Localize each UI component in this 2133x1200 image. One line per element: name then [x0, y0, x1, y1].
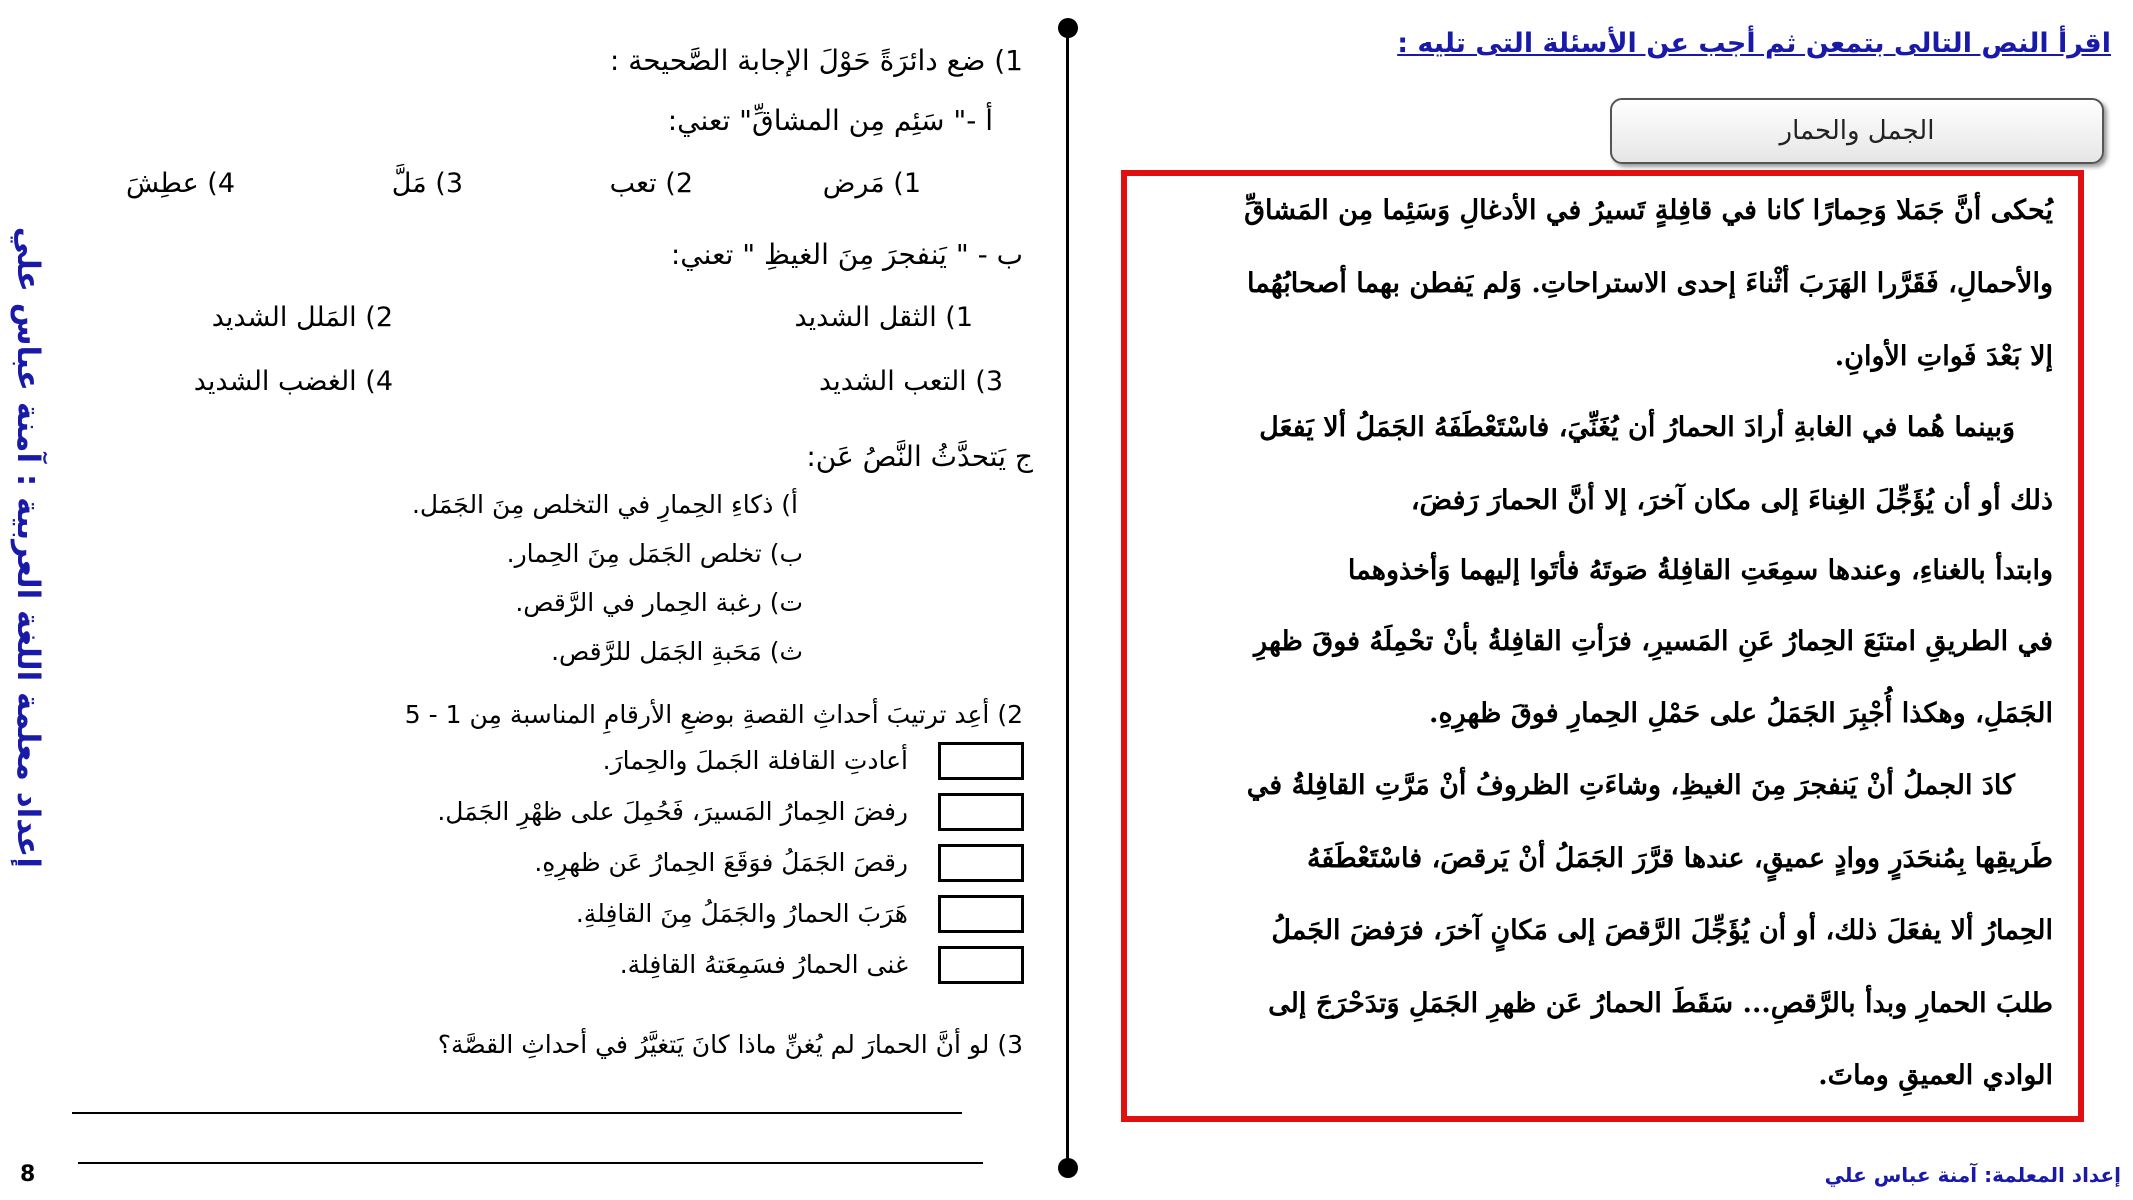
teacher-credit-footer: إعداد المعلمة: آمنة عباس علي	[1824, 1163, 2121, 1187]
story-line: الجَمَلِ، وهكذا أُجْبِرَ الجَمَلُ على حَمْلِ الحِمارِ فوقَ ظهرِهِ.	[1429, 698, 2053, 729]
q1b-option-3[interactable]: 3) التعب الشديد	[819, 366, 1003, 397]
order-answer-box[interactable]	[938, 742, 1024, 780]
story-line: طلبَ الحمارِ وبدأ بالرَّقصِ... سَقَطَ الحمارُ عَن ظهرِ الجَمَلِ وَتدَحْرَجَ إلى	[1268, 988, 2053, 1019]
instruction-heading: اقرأ النص التالى بتمعن ثم أجب عن الأسئلة التى تليه :	[1397, 28, 2111, 59]
question-3-title: 3) لو أنَّ الحمارَ لم يُغنِّ ماذا كانَ يَتغيَّرُ في أحداثِ القصَّة؟	[437, 1030, 1023, 1059]
story-line: كادَ الجملُ أنْ يَنفجرَ مِنَ الغيظِ، وشاءَتِ الظروفُ أنْ مَرَّتِ القافِلةُ في	[1246, 770, 2015, 801]
side-teacher-credit: إعداد معلمة اللغة العربية : آمنة عباس علي	[10, 226, 46, 868]
story-line: الحِمارُ ألا يفعَلَ ذلك، أو أن يُؤَجِّلَ الرَّقصَ إلى مَكانٍ آخرَ، فرَفضَ الجَملُ	[1271, 915, 2053, 946]
story-line: إلا بَعْدَ فَواتِ الأوانِ.	[1834, 341, 2053, 372]
order-item: غنى الحمارُ فسَمِعَتهُ القافِلة.	[619, 950, 908, 979]
q1b-option-1[interactable]: 1) الثقل الشديد	[794, 302, 973, 333]
question-1a-stem: أ -" سَئِم مِن المشاقِّ" تعني:	[667, 104, 993, 137]
question-2-title: 2) أعِد ترتيبَ أحداثِ القصةِ بوضعِ الأرقامِ المناسبة مِن 1 - 5	[404, 700, 1023, 729]
q1a-option-4[interactable]: 4) عطِشَ	[126, 168, 235, 199]
page-number: 8	[20, 1162, 36, 1187]
story-title: الجمل والحمار	[1779, 116, 1935, 146]
story-title-box	[1610, 98, 2104, 164]
page-divider	[1066, 26, 1069, 1176]
story-line: يُحكى أنَّ جَمَلا وَحِمارًا كانا في قافِلةٍ تَسيرُ في الأدغالِ وَسَئِما مِن المَشاقِّ	[1244, 195, 2053, 226]
story-line: وابتدأ بالغناءِ، وعندها سمِعَتِ القافِلةُ صَوتَهُ فأتَوا إليهما وَأخذوهما	[1347, 555, 2053, 586]
q1c-option-d[interactable]: ث) مَحَبةِ الجَمَل للرَّقص.	[551, 637, 803, 666]
q1c-option-c[interactable]: ت) رغبة الحِمار في الرَّقص.	[515, 588, 803, 617]
question-1c-stem: ج يَتحدَّثُ النَّصُ عَن:	[806, 440, 1033, 473]
q1b-option-4[interactable]: 4) الغضب الشديد	[193, 366, 393, 397]
story-line: في الطريقِ امتنَعَ الحِمارُ عَنِ المَسيرِ، فرَأتِ القافِلةُ بأنْ تحْمِلَهُ فوقَ ظهرِ	[1254, 626, 2053, 657]
answer-line[interactable]	[78, 1162, 983, 1164]
q1b-option-2[interactable]: 2) المَلل الشديد	[211, 302, 393, 333]
order-item: رقصَ الجَمَلُ فوَقَعَ الحِمارُ عَن ظهرِهِ.	[534, 848, 908, 877]
order-answer-box[interactable]	[938, 946, 1024, 984]
story-line: الوادي العميقِ وماتَ.	[1818, 1060, 2053, 1091]
order-answer-box[interactable]	[938, 793, 1024, 831]
order-item: رفضَ الحِمارُ المَسيرَ، فَحُمِلَ على ظهْرِ الجَمَل.	[437, 797, 908, 826]
q1a-option-3[interactable]: 3) مَلَّ	[391, 168, 463, 199]
divider-dot-top	[1058, 18, 1078, 38]
order-answer-box[interactable]	[938, 844, 1024, 882]
question-1b-stem: ب - " يَنفجرَ مِنَ الغيظِ " تعني:	[670, 238, 1023, 271]
order-item: هَرَبَ الحمارُ والجَمَلُ مِنَ القافِلةِ.	[575, 899, 908, 928]
story-line: وَبينما هُما في الغابةِ أرادَ الحمارُ أن يُغَنِّيَ، فاسْتَعْطَفَهُ الجَمَلُ ألا يَفعَل	[1259, 412, 2015, 443]
question-1-title: 1) ضع دائرَةً حَوْلَ الإجابة الصَّحيحة :	[609, 44, 1023, 77]
q1a-option-2[interactable]: 2) تعب	[609, 168, 693, 199]
story-line: والأحمالِ، فَقَرَّرا الهَرَبَ أثْناءَ إحدى الاستراحاتِ. وَلم يَفطن بهما أصحابُهُما	[1246, 268, 2053, 299]
divider-dot-bottom	[1058, 1158, 1078, 1178]
story-line: طَريقِها بِمُنحَدَرٍ ووادٍ عميقٍ، عندها قرَّرَ الجَمَلُ أنْ يَرقصَ، فاسْتَعْطَفَهُ	[1306, 843, 2053, 874]
q1c-option-b[interactable]: ب) تخلص الجَمَل مِنَ الحِمار.	[506, 539, 803, 568]
q1a-option-1[interactable]: 1) مَرض	[822, 168, 921, 199]
q1c-option-a[interactable]: أ) ذكاءِ الحِمارِ في التخلص مِنَ الجَمَل.	[411, 490, 798, 519]
order-answer-box[interactable]	[938, 895, 1024, 933]
story-line: ذلك أو أن يُؤَجِّلَ الغِناءَ إلى مكان آخرَ، إلا أنَّ الحمارَ رَفضَ،	[1410, 485, 2053, 516]
order-item: أعادتِ القافلة الجَملَ والحِمارَ.	[602, 746, 908, 775]
answer-line[interactable]	[72, 1112, 962, 1114]
